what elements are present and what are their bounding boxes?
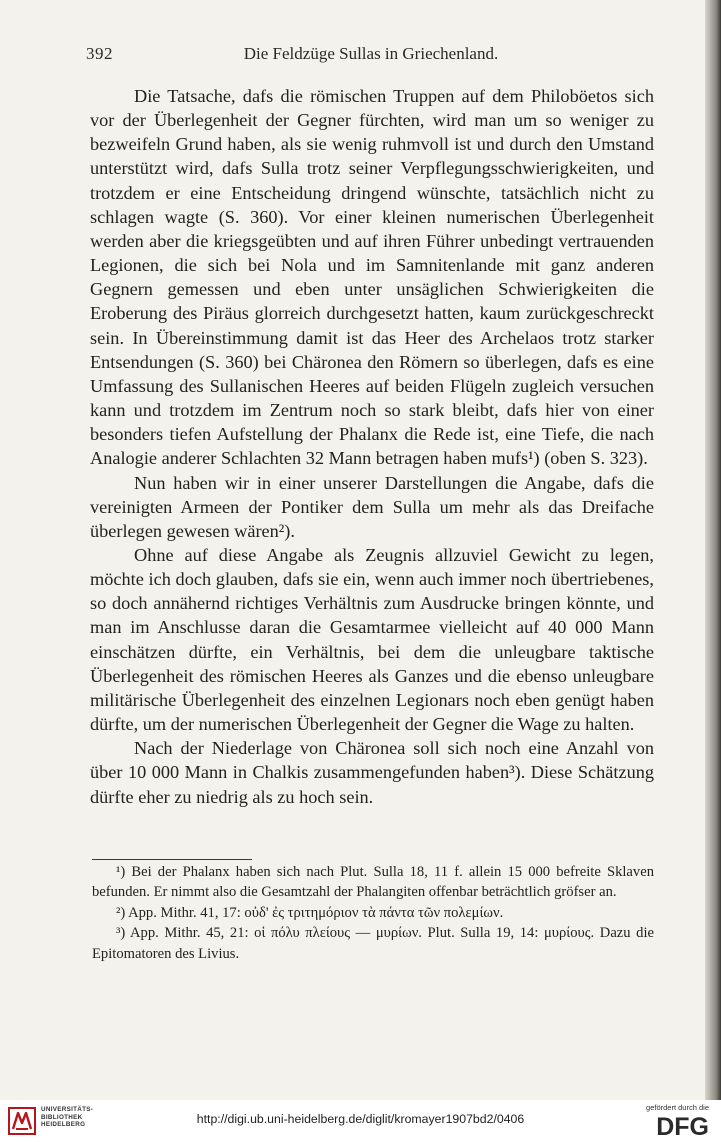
footnotes [92, 862, 654, 964]
footnote: ³) App. Mithr. 45, 21: οἱ πόλυ πλείους — μυρίων. Plut. Sulla 19, 14: μυρίους. Dazu die Epitomatoren des Livius. [92, 925, 654, 962]
paragraph: Die Tatsache, dafs die römischen Truppen auf dem Philoböetos sich vor der Überlegenheit der Gegner fürchten, wird man um so weniger zu bezweifeln Grund haben, als sie wenig ruhmvoll ist und durch den Umstand unterstützt wird, dafs Sulla trotz seiner Verpflegungsschwierigkeiten, und trotzdem er eine Entscheidung dringend wünschte, tatsächlich nicht zu schlagen wagte (S. 360). Vor einer kleinen numerischen Überlegenheit werden aber die kriegsgeübten und auf ihren Führer unbedingt vertrauenden Legionen, die sich bei Nola und im Samnitenlande mit ganz anderen Gegnern gemessen und eben unter unsäglichen Schwierigkeiten die Eroberung des Piräus glorreich durchgesetzt hatten, kaum zurückgeschreckt sein. In Übereinstimmung damit ist das Heer des Archelaos trotz starker Entsendungen (S. 360) bei Chäronea den Römern so überlegen, dafs es eine Umfassung des Sullanischen Heeres auf beiden Flügeln zugleich versuchen kann und trotzdem im Zentrum noch so stark bleibt, dafs hier von einer besonders tiefen Aufstellung der Phalanx die Rede ist, eine Tiefe, die nach Analogie anderer Schlachten 32 Mann betragen haben mufs¹) (oben S. 323). [90, 86, 654, 469]
footnote-divider [92, 859, 252, 860]
funded-by-label: gefördert durch die [646, 1103, 709, 1112]
library-name: UNIVERSITÄTS- BIBLIOTHEK HEIDELBERG [41, 1106, 94, 1129]
body-text [90, 84, 654, 809]
source-url-link[interactable]: http://digi.ub.uni-heidelberg.de/diglit/kromayer1907bd2/0406 [196, 1112, 525, 1126]
footnote: ²) App. Mithr. 41, 17: οὐδ' ἐς τριτημόριον τὰ πάντα τῶν πολεμίων. [116, 904, 504, 921]
dfg-logo[interactable] [641, 1114, 709, 1138]
footnote: ¹) Bei der Phalanx haben sich nach Plut. Sulla 18, 11 f. allein 15 000 befreite Sklaven befunden. Er nimmt also die Gesamtzahl der Phalangiten offenbar beträchtlich gröfser an. [92, 864, 654, 901]
book-gutter-edge [705, 0, 721, 1100]
running-title: Die Feldzüge Sullas in Griechenland. [243, 44, 499, 63]
university-library-logo[interactable] [8, 1107, 36, 1135]
paragraph: Nun haben wir in einer unserer Darstellungen die Angabe, dafs die vereinigten Armeen der Pontiker dem Sulla um mehr als das Dreifache überlegen gewesen wären²). [90, 472, 654, 541]
paragraph: Nach der Niederlage von Chäronea soll sich noch eine Anzahl von über 10 000 Mann in Chalkis zusammengefunden haben³). Diese Schätzung dürfte eher zu niedrig als zu hoch sein. [90, 738, 654, 807]
page-number: 392 [86, 44, 113, 63]
page-header [86, 44, 656, 70]
viewer-footer [0, 1100, 721, 1142]
paragraph: Ohne auf diese Angabe als Zeugnis allzuviel Gewicht zu legen, möchte ich doch glauben, dafs sie ein, wenn auch immer noch übertriebenes, so doch annähernd richtiges Verhältnis zum Ausdrucke bringen könnte, und man im Anschlusse daran die Gesamtarmee vielleicht auf 40 000 Mann einschätzen dürfte, ein Verhältnis, bei dem die unleugbare taktische Überlegenheit des römischen Heeres als Ganzes und die ebenso unleugbare militärische Überlegenheit des einzelnen Legionars noch eben genügt haben dürfte, um der numerischen Überlegenheit der Gegner die Wage zu halten. [90, 544, 654, 735]
dfg-logo-text: DFG [656, 1114, 709, 1138]
